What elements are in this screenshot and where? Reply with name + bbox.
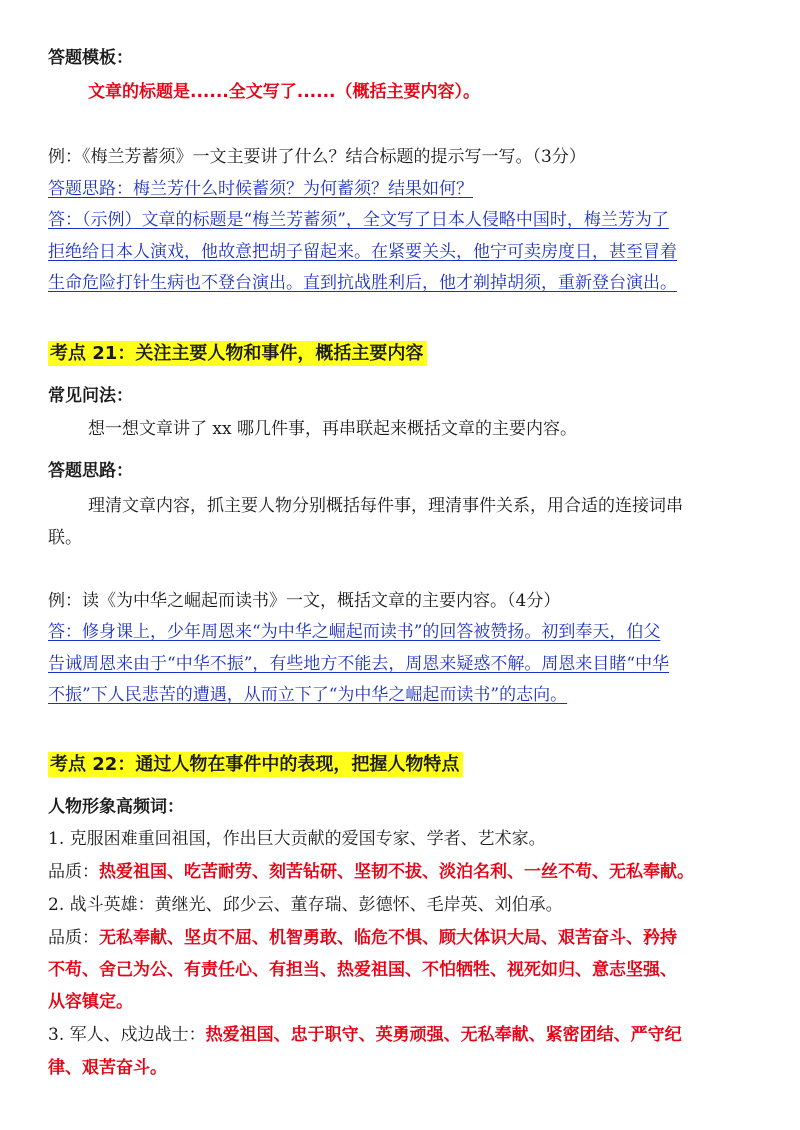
item2-text: 2. 战斗英雄：黄继光、邱少云、董存瑞、彭德怀、毛岸英、刘伯承。 (48, 895, 563, 915)
section21-ask-text: 想一想文章讲了 xx 哪几件事，再串联起来概括文章的主要内容。 (88, 419, 577, 439)
section21-answer-line: 不振”下人民悲苦的遭遇，从而立下了“为中华之崛起而读书”的志向。 (48, 685, 568, 705)
section21-answer-line: 答：修身课上，少年周恩来“为中华之崛起而读书”的回答被赞扬。初到奉天，伯父 (48, 622, 661, 642)
item3-text: 3. 军人、戍边战士：热爱祖国、忠于职守、英勇顽强、无私奉献、紧密团结、严守纪 (48, 1025, 682, 1045)
template-text: 文章的标题是......全文写了......（概括主要内容）。 (88, 82, 480, 102)
item1-quality: 品质：热爱祖国、吃苦耐劳、刻苦钻研、坚韧不拔、淡泊名利、一丝不苟、无私奉献。 (48, 862, 694, 882)
section21-example-question: 例：读《为中华之崛起而读书》一文，概括文章的主要内容。（4分） (48, 591, 561, 611)
section21-title: 考点 21：关注主要人物和事件，概括主要内容 (48, 342, 427, 366)
template-label: 答题模板： (48, 48, 133, 68)
item2-quality-line: 不苟、舍己为公、有责任心、有担当、热爱祖国、不怕牺牲、视死如归、意志坚强、 (48, 960, 677, 980)
example1-thinking: 答题思路：梅兰芳什么时候蓄须？为何蓄须？结果如何？ (48, 179, 473, 199)
example1-answer-line: 生命危险打针生病也不登台演出。直到抗战胜利后，他才剃掉胡须，重新登台演出。 (48, 273, 677, 293)
example1-question: 例：《梅兰芳蓄须》一文主要讲了什么？结合标题的提示写一写。（3分） (48, 147, 586, 167)
section21-think-line: 理清文章内容，抓主要人物分别概括每件事，理清事件关系，用合适的连接词串 (88, 496, 683, 516)
item2-quality-line: 从容镇定。 (48, 992, 133, 1012)
item2-quality: 品质：无私奉献、坚贞不屈、机智勇敢、临危不惧、顾大体识大局、艰苦奋斗、矜持 (48, 928, 677, 948)
example1-answer-line: 答：（示例）文章的标题是“梅兰芳蓄须”，全文写了日本人侵略中国时，梅兰芳为了 (48, 210, 669, 230)
section21-ask-label: 常见问法： (48, 386, 133, 406)
section22-words-label: 人物形象高频词： (48, 797, 184, 817)
section22-title: 考点 22：通过人物在事件中的表现，把握人物特点 (48, 753, 463, 777)
example1-answer-line: 拒绝给日本人演戏，他故意把胡子留起来。在紧要关头，他宁可卖房度日，甚至冒着 (48, 242, 677, 262)
section21-think-label: 答题思路： (48, 461, 133, 481)
item3-quality-line: 律、艰苦奋斗。 (48, 1058, 167, 1078)
section21-answer-line: 告诫周恩来由于“中华不振”，有些地方不能去，周恩来疑惑不解。周恩来目睹“中华 (48, 654, 670, 674)
item1-text: 1. 克服困难重回祖国，作出巨大贡献的爱国专家、学者、艺术家。 (48, 829, 546, 849)
section21-think-line: 联。 (48, 528, 82, 548)
